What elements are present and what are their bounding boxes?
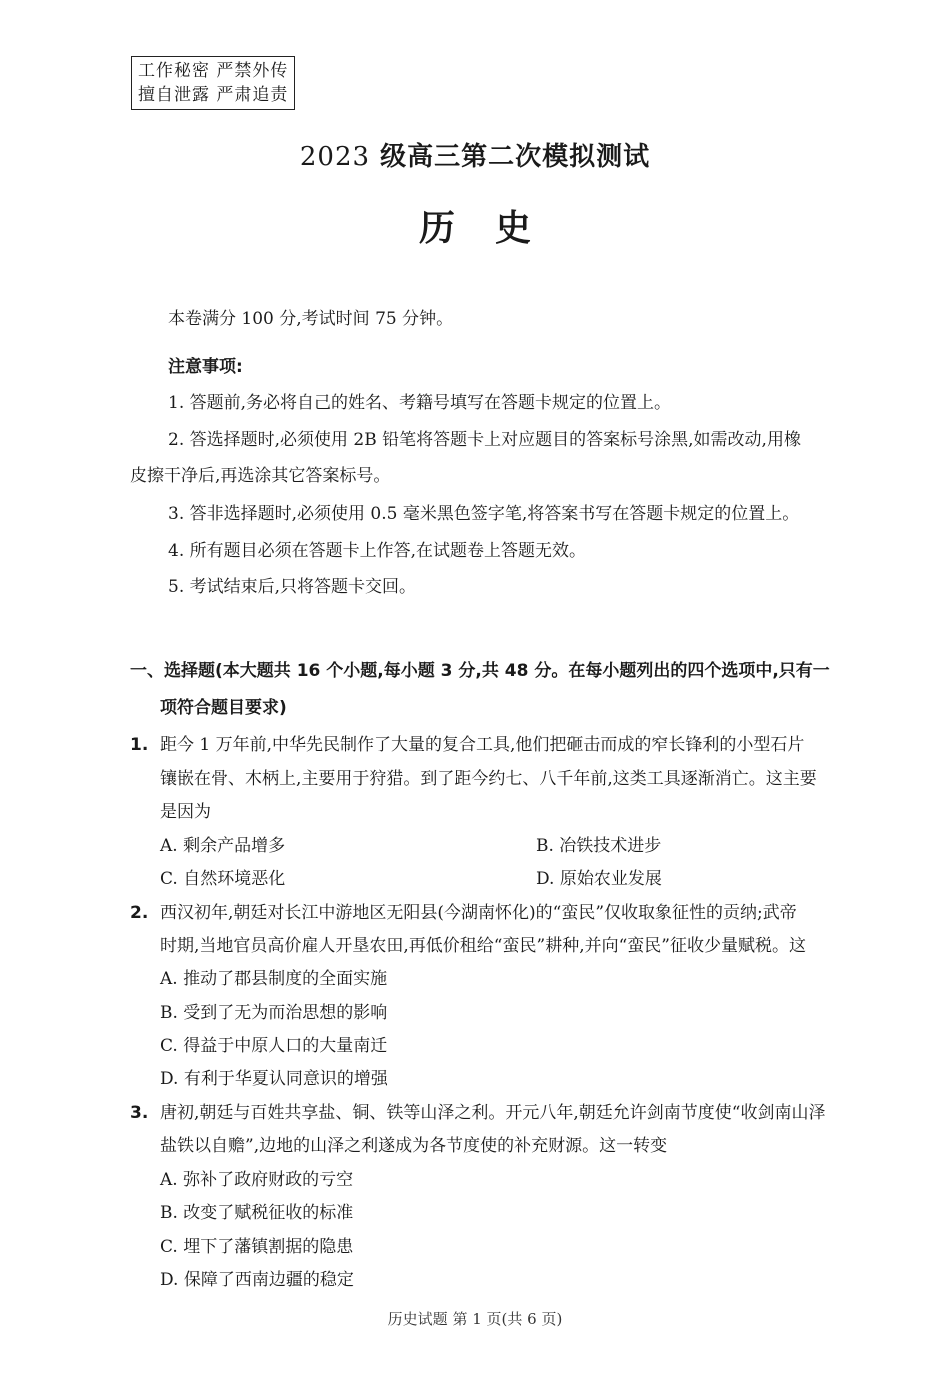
exam-title-text: 级高三第二次模拟测试	[380, 142, 651, 172]
question-text: 距今 1 万年前,中华先民制作了大量的复合工具,他们把砸击而成的窄长锋利的小型石片	[160, 735, 805, 755]
option-b: B. 受到了无为而治思想的影响	[160, 1003, 388, 1023]
option-a: A. 推动了郡县制度的全面实施	[160, 969, 388, 989]
option-b: B. 冶铁技术进步	[536, 836, 662, 856]
question-text: 唐初,朝廷与百姓共享盐、铜、铁等山泽之利。开元八年,朝廷允许剑南节度使“收剑南山泽	[160, 1103, 826, 1123]
question-number: 2.	[130, 903, 149, 923]
option-c: C. 得益于中原人口的大量南迁	[160, 1036, 388, 1056]
subject-title: 历史	[418, 208, 571, 249]
option-a: A. 剩余产品增多	[160, 836, 286, 856]
stamp-line-2: 擅自泄露 严肃追责	[138, 85, 289, 105]
question-text: 是因为	[160, 802, 211, 822]
option-a: A. 弥补了政府财政的亏空	[160, 1170, 354, 1190]
intro-text: 本卷满分 100 分,考试时间 75 分钟。	[168, 309, 454, 329]
section-heading-continued: 项符合题目要求)	[160, 698, 287, 718]
option-d: D. 原始农业发展	[536, 869, 662, 889]
stamp-line-1: 工作秘密 严禁外传	[138, 61, 289, 81]
question-text: 镶嵌在骨、木柄上,主要用于狩猎。到了距今约七、八千年前,这类工具逐渐消亡。这主要	[160, 769, 817, 789]
option-d: D. 有利于华夏认同意识的增强	[160, 1069, 388, 1089]
question-number: 3.	[130, 1103, 149, 1123]
option-c: C. 埋下了藩镇割据的隐患	[160, 1237, 354, 1257]
option-b: B. 改变了赋税征收的标准	[160, 1203, 354, 1223]
confidential-stamp	[131, 56, 295, 110]
question-text: 盐铁以自赡”,边地的山泽之利遂成为各节度使的补充财源。这一转变	[160, 1136, 668, 1156]
question-text: 时期,当地官员高价雇人开垦农田,再低价租给“蛮民”耕种,并向“蛮民”征收少量赋税。这	[160, 936, 806, 956]
question-number: 1.	[130, 735, 149, 755]
section-heading: 一、选择题(本大题共 16 个小题,每小题 3 分,共 48 分。在每小题列出的四个选项中,只有一	[130, 661, 830, 681]
exam-year: 2023	[299, 142, 371, 172]
exam-title	[0, 136, 950, 173]
page-footer: 历史试题 第 1 页(共 6 页)	[387, 1310, 563, 1328]
question-text: 西汉初年,朝廷对长江中游地区无阳县(今湖南怀化)的“蛮民”仅收取象征性的贡纳;武帝	[160, 903, 797, 923]
note-item: 3. 答非选择题时,必须使用 0.5 毫米黑色签字笔,将答案书写在答题卡规定的位置上。	[168, 504, 800, 524]
option-d: D. 保障了西南边疆的稳定	[160, 1270, 354, 1290]
note-item: 4. 所有题目必须在答题卡上作答,在试题卷上答题无效。	[168, 541, 587, 561]
option-c: C. 自然环境恶化	[160, 869, 286, 889]
notes-heading: 注意事项:	[168, 357, 243, 377]
note-item: 2. 答选择题时,必须使用 2B 铅笔将答题卡上对应题目的答案标号涂黑,如需改动,用橡	[168, 430, 801, 450]
note-item-continued: 皮擦干净后,再选涂其它答案标号。	[130, 466, 391, 486]
note-item: 1. 答题前,务必将自己的姓名、考籍号填写在答题卡规定的位置上。	[168, 393, 672, 413]
note-item: 5. 考试结束后,只将答题卡交回。	[168, 577, 417, 597]
